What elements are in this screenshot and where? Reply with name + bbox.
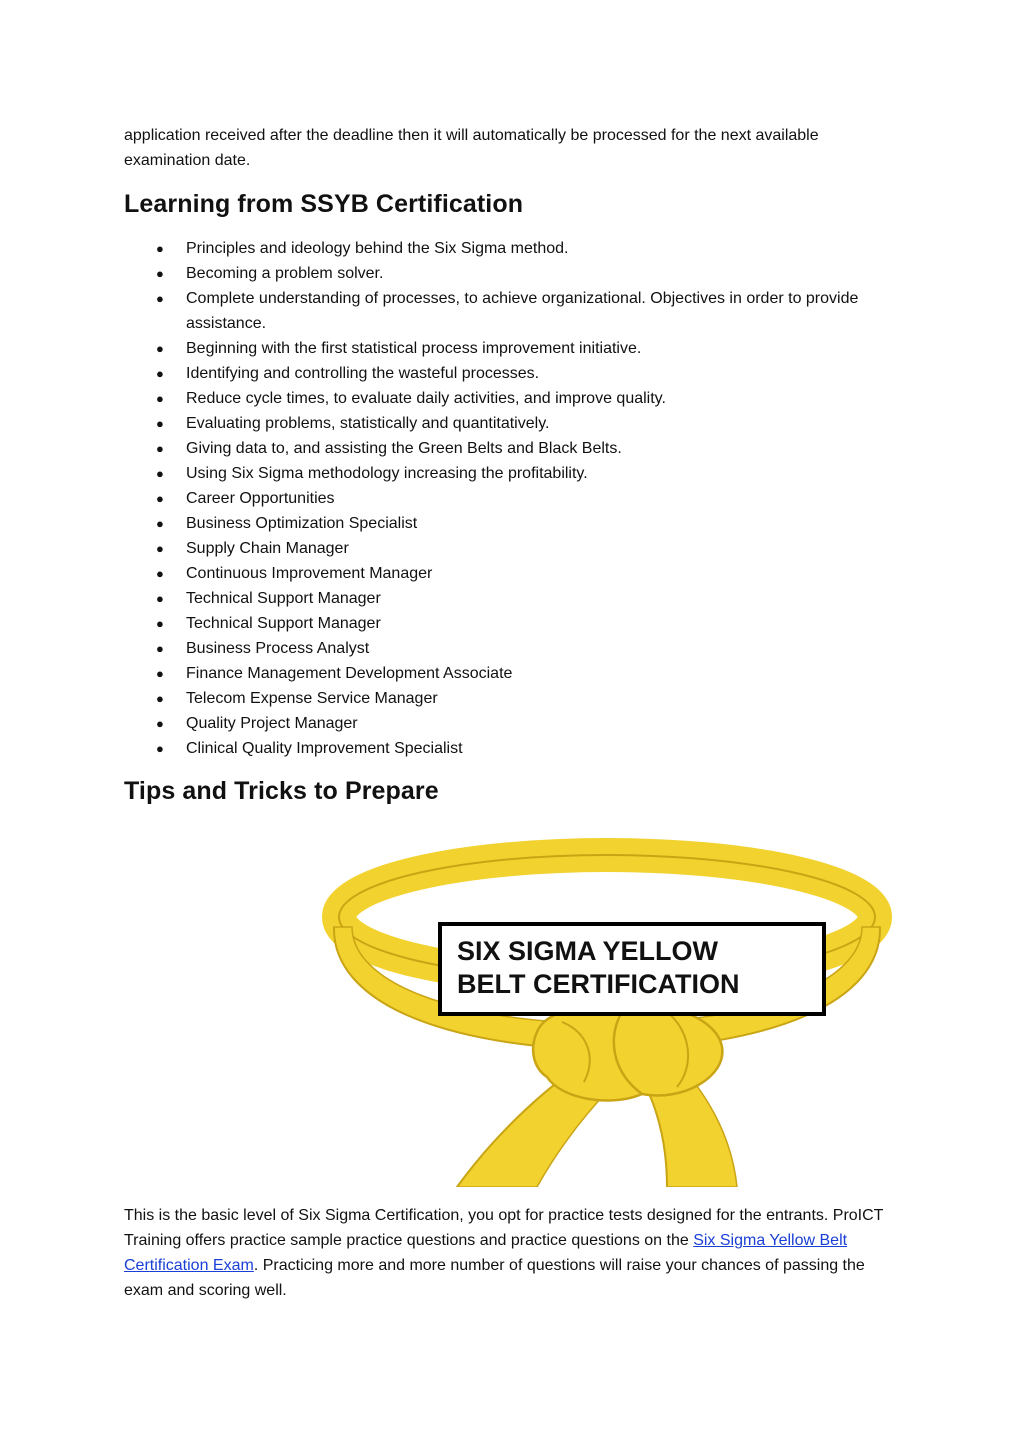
list-item: ● Evaluating problems, statistically and quantitatively. xyxy=(124,411,884,436)
list-item: ● Quality Project Manager xyxy=(124,711,884,736)
label-line-1: SIX SIGMA YELLOW xyxy=(457,936,719,966)
list-item: ● Technical Support Manager xyxy=(124,611,884,636)
bullet-icon: ● xyxy=(156,241,164,256)
list-item: ● Finance Management Development Associate xyxy=(124,661,884,686)
bullet-icon: ● xyxy=(156,716,164,731)
bullet-icon: ● xyxy=(156,291,164,306)
bullet-icon: ● xyxy=(156,441,164,456)
bullet-icon: ● xyxy=(156,466,164,481)
bullet-icon: ● xyxy=(156,266,164,281)
belt-illustration xyxy=(322,832,892,1187)
bullet-icon: ● xyxy=(156,516,164,531)
bullet-icon: ● xyxy=(156,541,164,556)
list-item: ● Career Opportunities xyxy=(124,486,884,511)
learning-heading: Learning from SSYB Certification xyxy=(124,190,524,218)
list-item: ● Identifying and controlling the wasteful processes. xyxy=(124,361,884,386)
bullet-icon: ● xyxy=(156,366,164,381)
list-item: ● Complete understanding of processes, to achieve organizational. Objectives in order to provide assistance. xyxy=(124,286,884,336)
list-item: ● Technical Support Manager xyxy=(124,586,884,611)
list-item: ● Business Process Analyst xyxy=(124,636,884,661)
tips-heading: Tips and Tricks to Prepare xyxy=(124,777,439,805)
list-item: ● Telecom Expense Service Manager xyxy=(124,686,884,711)
list-item: ● Continuous Improvement Manager xyxy=(124,561,884,586)
list-item: ● Reduce cycle times, to evaluate daily activities, and improve quality. xyxy=(124,386,884,411)
list-item: ● Business Optimization Specialist xyxy=(124,511,884,536)
bullet-icon: ● xyxy=(156,591,164,606)
intro-paragraph: application received after the deadline then it will automatically be processed for the next available examination date. xyxy=(124,127,819,169)
closing-paragraph: This is the basic level of Six Sigma Certification, you opt for practice tests designed for the entrants. ProICT Training offers practice sample practice questions and practice questions on the Six Sigma Yellow Belt Certification Exam. Practicing more and more number of questions will raise your chances of passing the exam and scoring well. xyxy=(124,1207,884,1299)
bullet-icon: ● xyxy=(156,616,164,631)
list-item: ● Principles and ideology behind the Six Sigma method. xyxy=(124,236,884,261)
bullet-icon: ● xyxy=(156,416,164,431)
bullet-icon: ● xyxy=(156,691,164,706)
bullet-icon: ● xyxy=(156,491,164,506)
list-item: ● Supply Chain Manager xyxy=(124,536,884,561)
list-item: ● Clinical Quality Improvement Specialist xyxy=(124,736,884,761)
bullet-icon: ● xyxy=(156,391,164,406)
label-line-2: BELT CERTIFICATION xyxy=(457,969,740,999)
list-item: ● Becoming a problem solver. xyxy=(124,261,884,286)
yellow-belt-image xyxy=(322,832,892,1187)
bullet-icon: ● xyxy=(156,741,164,756)
exam-link[interactable]: Six Sigma Yellow Belt Certification Exam xyxy=(124,1232,848,1274)
bullet-icon: ● xyxy=(156,341,164,356)
bullet-icon: ● xyxy=(156,566,164,581)
bullet-icon: ● xyxy=(156,641,164,656)
list-item: ● Giving data to, and assisting the Green Belts and Black Belts. xyxy=(124,436,884,461)
list-item: ● Using Six Sigma methodology increasing the profitability. xyxy=(124,461,884,486)
list-item: ● Beginning with the first statistical process improvement initiative. xyxy=(124,336,884,361)
learning-list xyxy=(124,236,884,761)
bullet-icon: ● xyxy=(156,666,164,681)
